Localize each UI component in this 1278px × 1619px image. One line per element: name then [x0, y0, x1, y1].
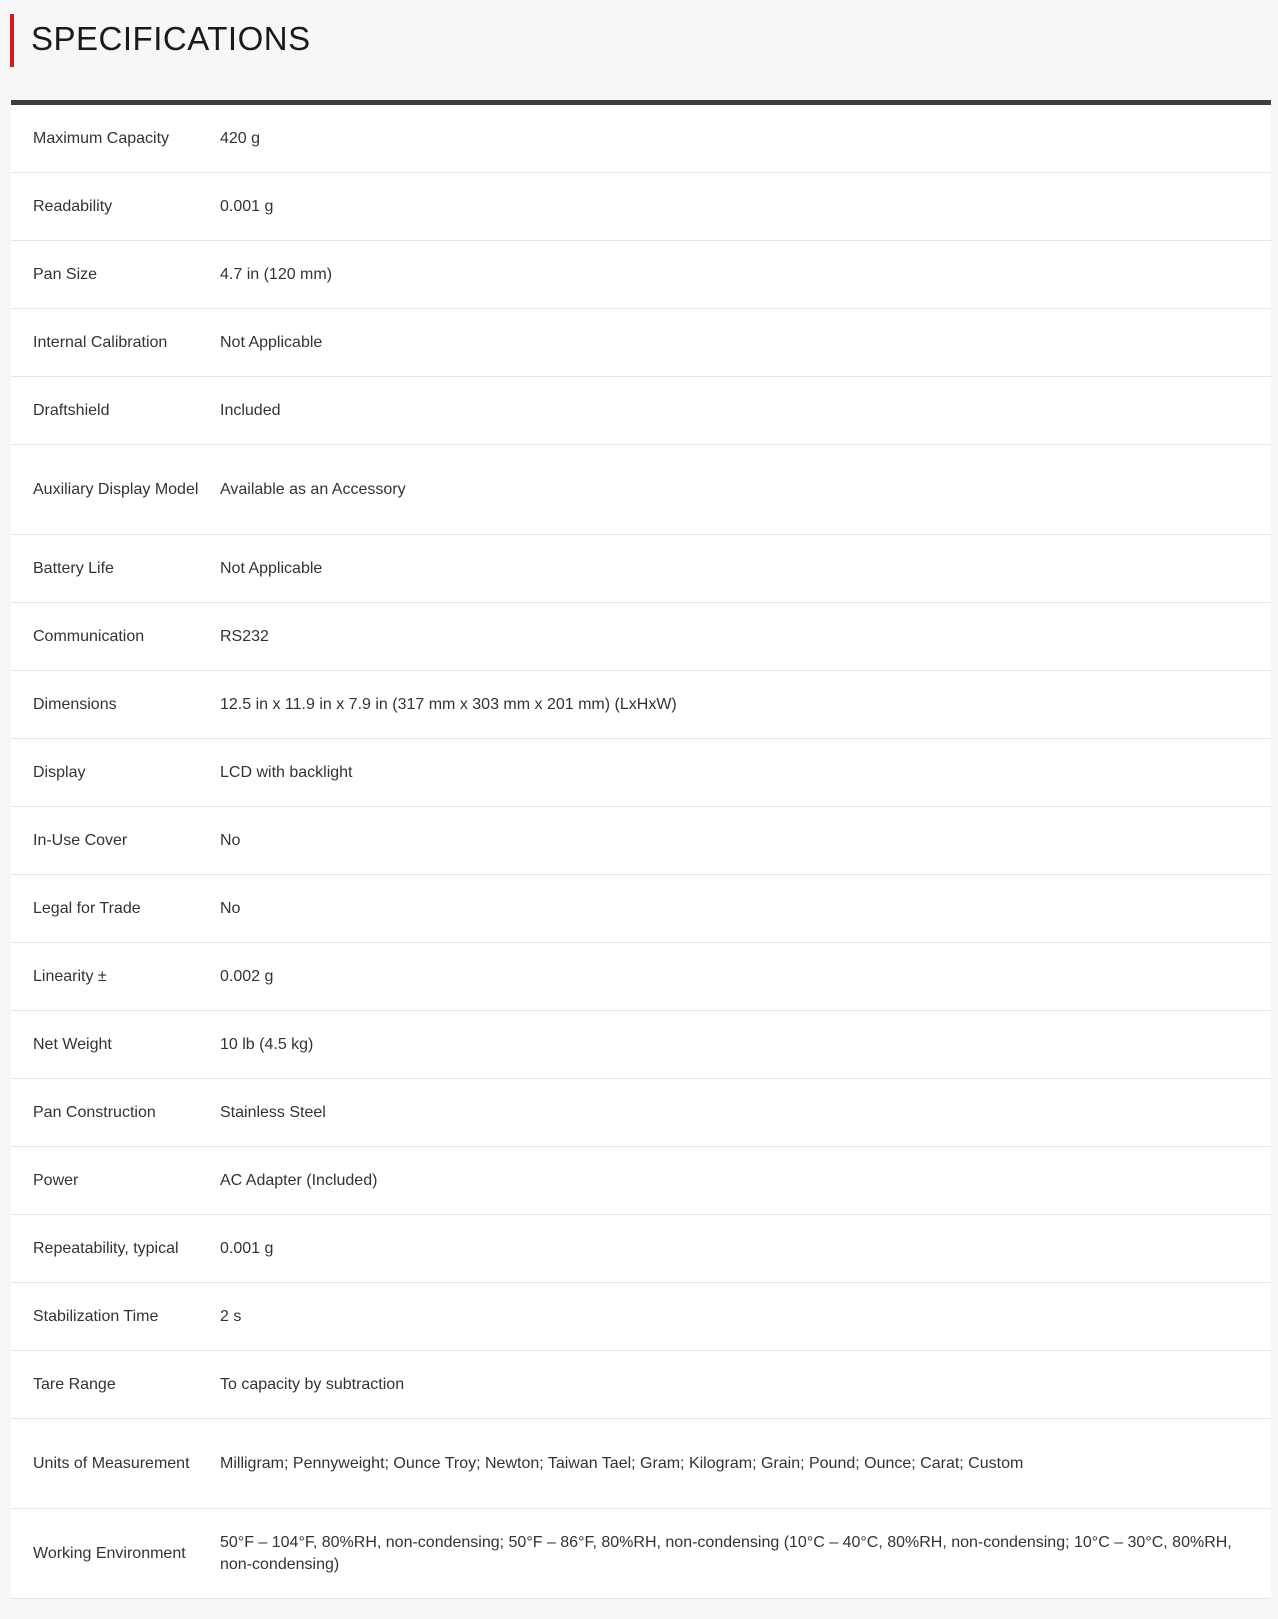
spec-value: Not Applicable — [220, 333, 323, 351]
spec-label: Tare Range — [33, 1375, 116, 1393]
spec-value: 2 s — [220, 1307, 242, 1325]
spec-label: Maximum Capacity — [33, 129, 170, 147]
spec-label: Pan Construction — [33, 1103, 156, 1121]
spec-value: Available as an Accessory — [220, 480, 406, 498]
spec-value: RS232 — [220, 627, 269, 645]
spec-label: Pan Size — [33, 265, 98, 283]
spec-value: AC Adapter (Included) — [220, 1171, 378, 1189]
spec-label: Readability — [33, 197, 113, 215]
spec-row-tare-range — [11, 1351, 1271, 1419]
spec-row-maximum-capacity — [11, 105, 1271, 173]
spec-label: Dimensions — [33, 695, 117, 713]
spec-row-pan-size — [11, 241, 1271, 309]
spec-row-pan-construction — [11, 1079, 1271, 1147]
spec-label: Stabilization Time — [33, 1307, 159, 1325]
spec-value: Included — [220, 401, 281, 419]
spec-row-communication — [11, 603, 1271, 671]
spec-value: No — [220, 831, 241, 849]
spec-row-linearity — [11, 943, 1271, 1011]
spec-label: Power — [33, 1171, 79, 1189]
spec-value: 420 g — [220, 129, 261, 147]
spec-value: Not Applicable — [220, 559, 323, 577]
spec-label: Draftshield — [33, 401, 110, 419]
spec-value: 0.001 g — [220, 197, 274, 215]
spec-row-repeatability-typical — [11, 1215, 1271, 1283]
header-accent-bar — [10, 14, 14, 67]
spec-value: 12.5 in x 11.9 in x 7.9 in (317 mm x 303 mm x 201 mm) (LxHxW) — [220, 695, 677, 713]
spec-row-display — [11, 739, 1271, 807]
spec-label: Battery Life — [33, 559, 114, 577]
spec-value: 50°F – 104°F, 80%RH, non-condensing; 50°F – 86°F, 80%RH, non-condensing (10°C – 40°C, 80%RH, non-condensing; 10°C – 30°C, 80%RH, non-condensing) — [220, 1533, 1232, 1573]
spec-value: Milligram; Pennyweight; Ounce Troy; Newton; Taiwan Tael; Gram; Kilogram; Grain; Pound; Ounce; Carat; Custom — [220, 1454, 1024, 1472]
spec-value: 0.001 g — [220, 1239, 274, 1257]
spec-value: 0.002 g — [220, 967, 274, 985]
spec-row-power — [11, 1147, 1271, 1215]
spec-value: To capacity by subtraction — [220, 1375, 405, 1393]
specifications-header — [0, 0, 1278, 100]
spec-row-working-environment — [11, 1509, 1271, 1599]
spec-label: Repeatability, typical — [33, 1239, 179, 1257]
spec-row-internal-calibration — [11, 309, 1271, 377]
spec-value: No — [220, 899, 241, 917]
spec-label: Units of Measurement — [33, 1454, 190, 1472]
spec-value: 4.7 in (120 mm) — [220, 265, 333, 283]
spec-label: Auxiliary Display Model — [33, 480, 199, 498]
spec-value: LCD with backlight — [220, 763, 353, 781]
spec-row-stabilization-time — [11, 1283, 1271, 1351]
spec-row-battery-life — [11, 535, 1271, 603]
spec-row-readability — [11, 173, 1271, 241]
spec-label: Legal for Trade — [33, 899, 141, 917]
spec-label: In-Use Cover — [33, 831, 128, 849]
spec-label: Display — [33, 763, 86, 781]
spec-row-units-of-measurement — [11, 1419, 1271, 1509]
specifications-table — [11, 100, 1271, 1599]
spec-row-net-weight — [11, 1011, 1271, 1079]
spec-value: 10 lb (4.5 kg) — [220, 1035, 314, 1053]
spec-label: Net Weight — [33, 1035, 112, 1053]
spec-row-draftshield — [11, 377, 1271, 445]
spec-row-legal-for-trade — [11, 875, 1271, 943]
spec-label: Internal Calibration — [33, 333, 168, 351]
spec-row-in-use-cover — [11, 807, 1271, 875]
spec-label: Working Environment — [33, 1544, 186, 1562]
spec-value: Stainless Steel — [220, 1103, 326, 1121]
spec-label: Linearity ± — [33, 967, 107, 985]
spec-row-auxiliary-display-model — [11, 445, 1271, 535]
page-title: SPECIFICATIONS — [31, 20, 311, 57]
spec-row-dimensions — [11, 671, 1271, 739]
spec-label: Communication — [33, 627, 145, 645]
